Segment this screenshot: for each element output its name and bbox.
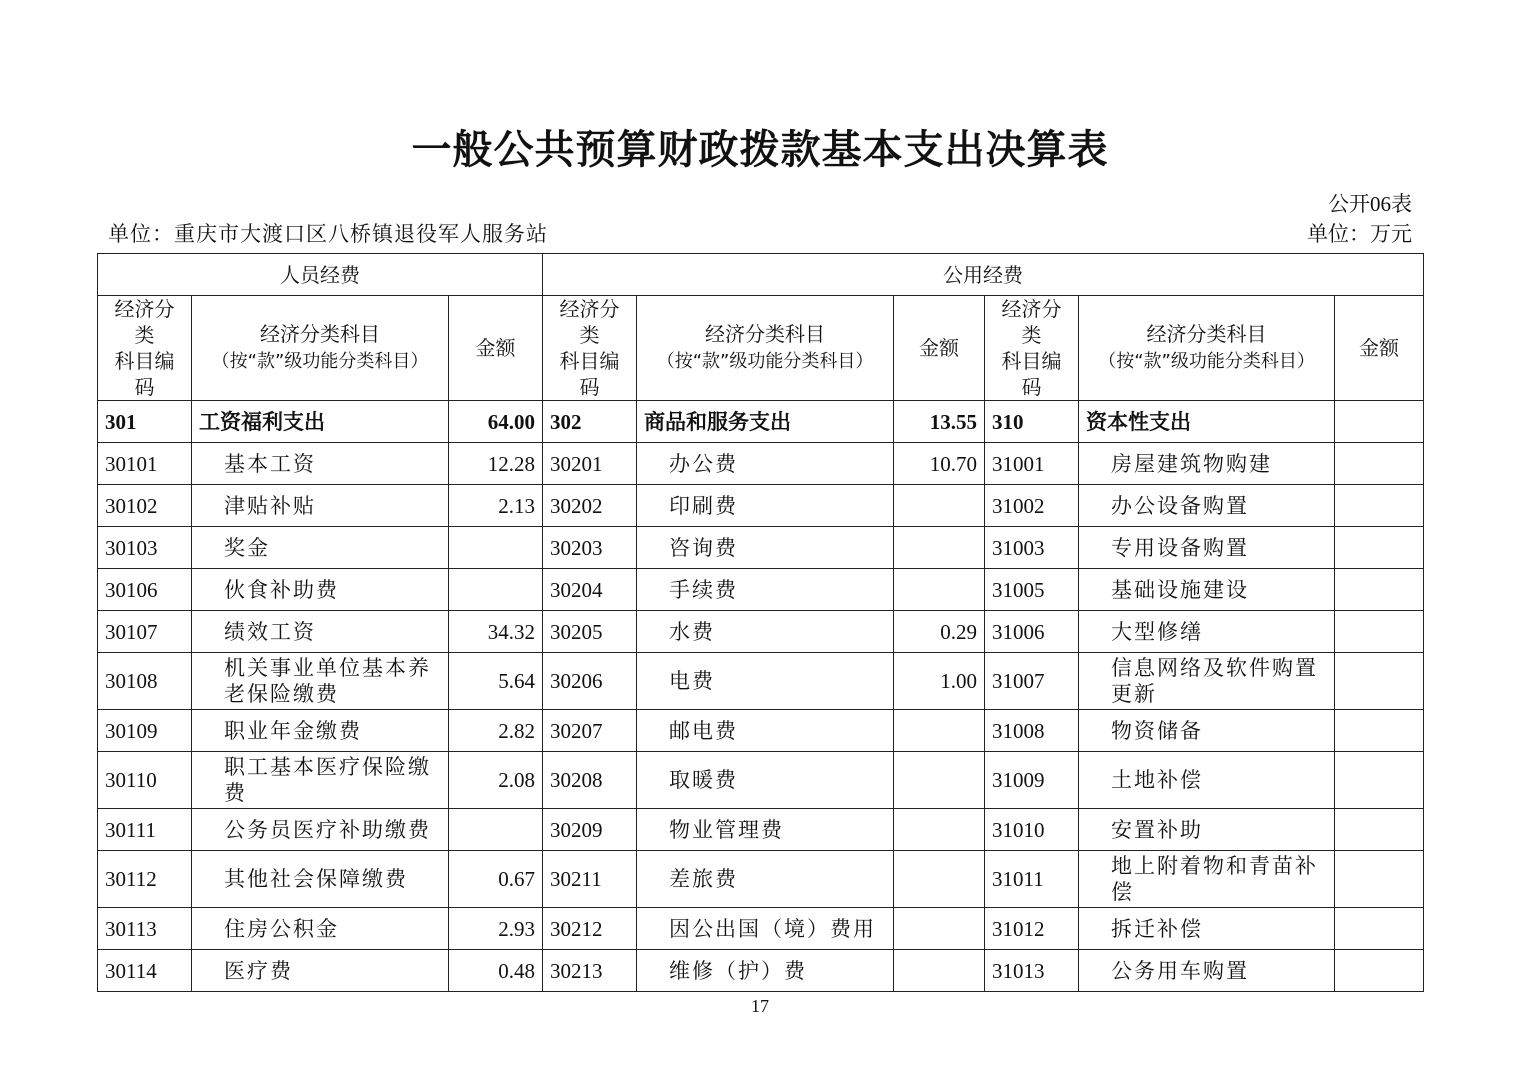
cell-name: 医疗费 — [192, 950, 449, 992]
cell-amount: 2.93 — [449, 908, 543, 950]
summary-row — [98, 401, 1424, 443]
cell-name: 大型修缮 — [1079, 611, 1335, 653]
table-row — [98, 809, 1424, 851]
cell-code: 30107 — [98, 611, 192, 653]
cell-amount — [1335, 809, 1424, 851]
cell-amount — [1335, 752, 1424, 809]
cell-amount: 0.67 — [449, 851, 543, 908]
cell-name: 职业年金缴费 — [192, 710, 449, 752]
col-amount-header: 金额 — [449, 296, 543, 401]
cell-code: 30106 — [98, 569, 192, 611]
cell-name: 办公设备购置 — [1079, 485, 1335, 527]
cell-code: 30108 — [98, 653, 192, 710]
summary-amount: 13.55 — [894, 401, 985, 443]
cell-code: 30206 — [543, 653, 637, 710]
cell-name: 差旅费 — [637, 851, 894, 908]
cell-amount — [1335, 569, 1424, 611]
cell-amount — [1335, 710, 1424, 752]
col-code-header: 经济分类 科目编码 — [985, 296, 1079, 401]
cell-name: 物业管理费 — [637, 809, 894, 851]
cell-amount — [894, 569, 985, 611]
group-public: 公用经费 — [543, 254, 1424, 296]
summary-name: 资本性支出 — [1079, 401, 1335, 443]
col-name-header: 经济分类科目 （按“款”级功能分类科目） — [1079, 296, 1335, 401]
summary-code: 302 — [543, 401, 637, 443]
cell-amount — [1335, 908, 1424, 950]
cell-code: 31001 — [985, 443, 1079, 485]
cell-amount: 0.48 — [449, 950, 543, 992]
cell-name: 津贴补贴 — [192, 485, 449, 527]
table-row — [98, 443, 1424, 485]
cell-amount: 2.08 — [449, 752, 543, 809]
cell-code: 30205 — [543, 611, 637, 653]
cell-code: 30209 — [543, 809, 637, 851]
summary-code: 301 — [98, 401, 192, 443]
table-row — [98, 908, 1424, 950]
cell-code: 31007 — [985, 653, 1079, 710]
table-row — [98, 569, 1424, 611]
cell-amount — [449, 809, 543, 851]
cell-amount: 2.82 — [449, 710, 543, 752]
cell-amount — [1335, 443, 1424, 485]
page-title: 一般公共预算财政拨款基本支出决算表 — [411, 127, 1109, 173]
cell-code: 30111 — [98, 809, 192, 851]
cell-code: 30208 — [543, 752, 637, 809]
cell-amount: 10.70 — [894, 443, 985, 485]
cell-code: 31012 — [985, 908, 1079, 950]
col-amount-header: 金额 — [894, 296, 985, 401]
cell-amount — [894, 752, 985, 809]
cell-code: 30113 — [98, 908, 192, 950]
summary-amount: 64.00 — [449, 401, 543, 443]
cell-amount — [1335, 851, 1424, 908]
cell-code: 30207 — [543, 710, 637, 752]
cell-amount — [1335, 653, 1424, 710]
cell-amount: 2.13 — [449, 485, 543, 527]
cell-amount — [449, 569, 543, 611]
cell-amount — [1335, 611, 1424, 653]
cell-code: 30101 — [98, 443, 192, 485]
cell-name: 住房公积金 — [192, 908, 449, 950]
cell-code: 31010 — [985, 809, 1079, 851]
cell-name: 其他社会保障缴费 — [192, 851, 449, 908]
cell-amount — [894, 485, 985, 527]
cell-code: 30103 — [98, 527, 192, 569]
currency-unit: 单位：万元 — [1307, 222, 1412, 246]
cell-name: 伙食补助费 — [192, 569, 449, 611]
cell-code: 31013 — [985, 950, 1079, 992]
table-row — [98, 950, 1424, 992]
table-row — [98, 752, 1424, 809]
cell-name: 基本工资 — [192, 443, 449, 485]
cell-amount — [894, 851, 985, 908]
table-row — [98, 851, 1424, 908]
cell-code: 30212 — [543, 908, 637, 950]
cell-name: 公务员医疗补助缴费 — [192, 809, 449, 851]
summary-name: 工资福利支出 — [192, 401, 449, 443]
col-code-header: 经济分类 科目编码 — [98, 296, 192, 401]
group-personnel: 人员经费 — [98, 254, 543, 296]
cell-code: 30201 — [543, 443, 637, 485]
col-name-header: 经济分类科目 （按“款”级功能分类科目） — [192, 296, 449, 401]
cell-amount — [1335, 527, 1424, 569]
cell-name: 取暖费 — [637, 752, 894, 809]
table-row — [98, 611, 1424, 653]
cell-amount: 5.64 — [449, 653, 543, 710]
cell-name: 物资储备 — [1079, 710, 1335, 752]
summary-code: 310 — [985, 401, 1079, 443]
cell-amount — [449, 527, 543, 569]
cell-name: 水费 — [637, 611, 894, 653]
cell-code: 30203 — [543, 527, 637, 569]
cell-name: 机关事业单位基本养老保险缴费 — [192, 653, 449, 710]
reporting-unit: 单位：重庆市大渡口区八桥镇退役军人服务站 — [108, 222, 548, 246]
cell-code: 30112 — [98, 851, 192, 908]
cell-amount — [1335, 485, 1424, 527]
cell-code: 30109 — [98, 710, 192, 752]
cell-name: 职工基本医疗保险缴费 — [192, 752, 449, 809]
cell-amount: 34.32 — [449, 611, 543, 653]
cell-code: 30110 — [98, 752, 192, 809]
cell-amount — [894, 950, 985, 992]
col-name-header: 经济分类科目 （按“款”级功能分类科目） — [637, 296, 894, 401]
cell-code: 30213 — [543, 950, 637, 992]
cell-code: 30202 — [543, 485, 637, 527]
cell-amount — [894, 710, 985, 752]
page-number: 17 — [751, 996, 769, 1016]
cell-code: 30114 — [98, 950, 192, 992]
cell-code: 31008 — [985, 710, 1079, 752]
cell-name: 拆迁补偿 — [1079, 908, 1335, 950]
table-row — [98, 710, 1424, 752]
cell-name: 咨询费 — [637, 527, 894, 569]
cell-name: 奖金 — [192, 527, 449, 569]
cell-name: 办公费 — [637, 443, 894, 485]
cell-amount: 0.29 — [894, 611, 985, 653]
cell-code: 31002 — [985, 485, 1079, 527]
cell-amount — [1335, 950, 1424, 992]
form-number: 公开06表 — [1328, 192, 1412, 216]
table-row — [98, 485, 1424, 527]
cell-code: 31003 — [985, 527, 1079, 569]
col-code-header: 经济分类 科目编码 — [543, 296, 637, 401]
column-header-row — [98, 296, 1424, 401]
cell-name: 维修（护）费 — [637, 950, 894, 992]
cell-amount — [894, 527, 985, 569]
cell-name: 绩效工资 — [192, 611, 449, 653]
cell-name: 地上附着物和青苗补偿 — [1079, 851, 1335, 908]
cell-code: 31006 — [985, 611, 1079, 653]
cell-name: 邮电费 — [637, 710, 894, 752]
cell-name: 手续费 — [637, 569, 894, 611]
cell-name: 公务用车购置 — [1079, 950, 1335, 992]
cell-name: 基础设施建设 — [1079, 569, 1335, 611]
cell-name: 印刷费 — [637, 485, 894, 527]
cell-name: 安置补助 — [1079, 809, 1335, 851]
summary-name: 商品和服务支出 — [637, 401, 894, 443]
group-header-row — [98, 254, 1424, 296]
cell-code: 30204 — [543, 569, 637, 611]
cell-name: 电费 — [637, 653, 894, 710]
cell-code: 31005 — [985, 569, 1079, 611]
cell-code: 31009 — [985, 752, 1079, 809]
cell-amount — [894, 908, 985, 950]
cell-name: 信息网络及软件购置更新 — [1079, 653, 1335, 710]
cell-amount: 1.00 — [894, 653, 985, 710]
table-row — [98, 527, 1424, 569]
table-row — [98, 653, 1424, 710]
cell-name: 土地补偿 — [1079, 752, 1335, 809]
col-amount-header: 金额 — [1335, 296, 1424, 401]
cell-name: 因公出国（境）费用 — [637, 908, 894, 950]
cell-name: 专用设备购置 — [1079, 527, 1335, 569]
cell-code: 30102 — [98, 485, 192, 527]
cell-code: 30211 — [543, 851, 637, 908]
cell-amount: 12.28 — [449, 443, 543, 485]
cell-code: 31011 — [985, 851, 1079, 908]
budget-table — [97, 253, 1424, 992]
cell-amount — [894, 809, 985, 851]
cell-name: 房屋建筑物购建 — [1079, 443, 1335, 485]
summary-amount — [1335, 401, 1424, 443]
